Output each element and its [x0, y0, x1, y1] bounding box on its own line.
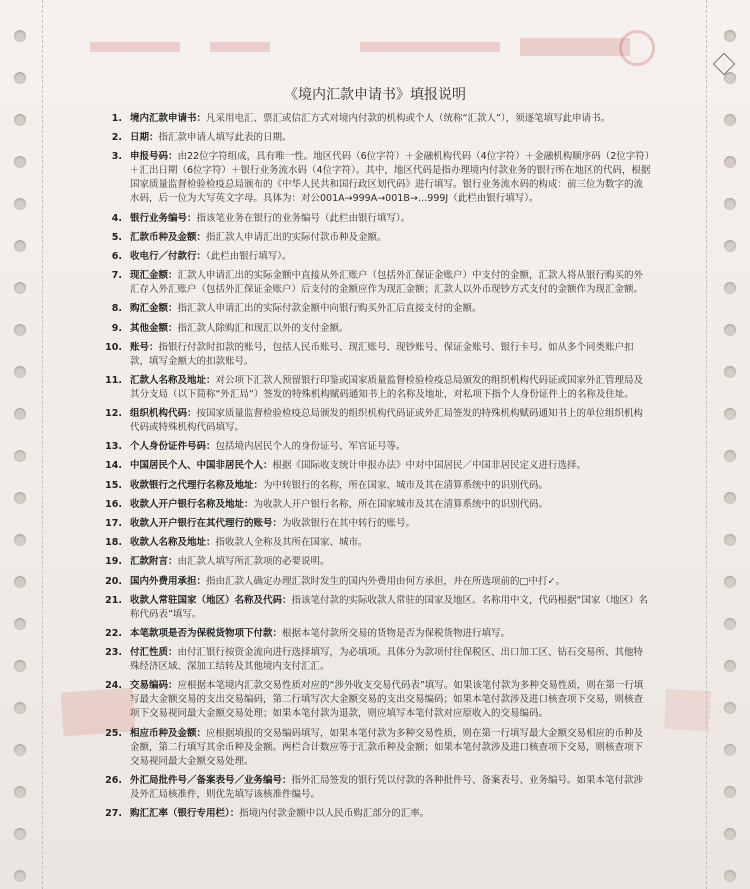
instruction-term: 本笔款项是否为保税货物项下付款：: [130, 627, 283, 639]
instruction-body: [130, 627, 652, 641]
instruction-number: 2.: [111, 132, 122, 144]
instruction-item: [92, 679, 652, 721]
watermark-graphic: [80, 28, 680, 68]
sprocket-hole: [14, 534, 26, 546]
instruction-text: 指汇款申请人填写此表的日期。: [158, 132, 292, 144]
instruction-text: 指外汇局签发的银行凭以付款的各种批件号、备案表号、业务编号。如果本笔付款涉及外汇局核准件，则优先填写该核准件编号。: [130, 774, 644, 800]
sprocket-hole: [14, 786, 26, 798]
sprocket-hole: [14, 870, 26, 882]
instruction-body: [130, 250, 652, 264]
instruction-number: 21.: [105, 594, 122, 606]
instruction-item: [92, 269, 652, 297]
instruction-body: [130, 498, 652, 512]
instruction-body: [130, 212, 652, 226]
instruction-number: 5.: [111, 231, 122, 243]
sprocket-hole: [14, 324, 26, 336]
instruction-term: 国内外费用承担：: [130, 575, 207, 587]
sprocket-hole: [14, 660, 26, 672]
instruction-term: 收款人名称及地址：: [130, 537, 216, 549]
sprocket-hole: [14, 576, 26, 588]
instruction-body: [130, 150, 652, 206]
instruction-term: 银行业务编号：: [130, 212, 197, 224]
instruction-item: [92, 112, 652, 126]
instruction-term: 境内汇款申请书：: [130, 113, 207, 124]
instruction-term: 其他金额：: [130, 322, 178, 334]
instruction-body: [130, 807, 652, 821]
sprocket-hole: [724, 744, 736, 756]
instruction-item: [92, 150, 652, 206]
instruction-text: （此栏由银行填写）。: [206, 250, 292, 262]
instruction-number: 8.: [111, 303, 122, 315]
instruction-number: 24.: [105, 680, 122, 692]
instruction-text: 指该笔业务在银行的业务编号（此栏由银行填写）。: [196, 212, 411, 224]
instruction-body: [130, 646, 652, 674]
instruction-term: 收款人开户银行名称及地址：: [130, 498, 254, 510]
instruction-number: 16.: [105, 498, 122, 510]
instruction-term: 外汇局批件号／备案表号／业务编号：: [130, 774, 292, 786]
instruction-body: [130, 374, 652, 402]
instruction-term: 购汇汇率（银行专用栏）：: [130, 807, 240, 819]
sprocket-hole: [724, 30, 736, 42]
instruction-number: 7.: [111, 270, 122, 282]
instruction-text: 由付汇银行按资金流向进行选择填写，为必填项。具体分为款项付往保税区、出口加工区、钻石交易所、其他特殊经济区域、深加工结转及其他境内支付汇汇。: [130, 647, 644, 673]
sprocket-hole: [724, 828, 736, 840]
instruction-text: 为收款人开户银行名称，所在国家城市及其在清算系统中的识别代码。: [253, 498, 549, 510]
sprocket-hole: [724, 156, 736, 168]
instruction-body: [130, 679, 652, 721]
instruction-list: [92, 112, 652, 826]
left-perforation: [42, 0, 43, 889]
instruction-text: 应根据本笔境内汇款交易性质对应的“涉外收支交易代码表”填写。如果该笔付款为多种交易性质，则在第一行填写最大金额交易的支出交易编码，第二行填写次大金额交易的支出交易编码；如果本笔付款涉及进口核查项下交易，则核查项下交易视同最大金额交易处理；如果本笔付款为退款，则应填写本笔付款对应原收入的交易编码。: [130, 680, 644, 720]
sprocket-hole: [724, 282, 736, 294]
instruction-term: 汇款人名称及地址：: [130, 374, 216, 386]
instruction-text: 凡采用电汇、票汇或信汇方式对境内付款的机构或个人（统称“汇款人”），须逐笔填写此申请书。: [206, 113, 611, 124]
instruction-text: 为收款银行在其中转行的账号。: [282, 518, 416, 529]
instruction-text: 由22位字符组成，具有唯一性。地区代码（6位字符）＋金融机构代码（4位字符）＋金融机构顺序码（2位字符）＋汇出日期（6位字符）＋银行业务流水码（4位字符）。其中，地区代码是指办理境内付款业务的银行所在地区的代码，根据国家质量监督检验检疫总局颁布的《中华人民共和国行政区划代码》进行填写。银行业务流水码的构成：前三位为数字的流水码，后一位为大写英文字母。具体为：对公001A→999A→001B→…999J（此栏由银行填写）。: [130, 151, 651, 205]
instruction-number: 9.: [111, 322, 122, 334]
instruction-item: [92, 440, 652, 454]
sprocket-hole: [14, 492, 26, 504]
instruction-term: 购汇金额：: [130, 303, 178, 315]
instruction-text: 指汇款人申请汇出的实际付款金额中向银行购买外汇后直接支付的金额。: [177, 303, 482, 315]
instruction-number: 12.: [105, 408, 122, 420]
sprocket-hole: [724, 576, 736, 588]
instruction-number: 18.: [105, 537, 122, 549]
instruction-item: [92, 231, 652, 245]
instruction-term: 收款银行之代理行名称及地址：: [130, 479, 264, 491]
sprocket-hole: [724, 450, 736, 462]
document-title: 《境内汇款申请书》填报说明: [284, 87, 466, 103]
sprocket-hole: [724, 492, 736, 504]
instruction-body: [130, 407, 652, 435]
instruction-text: 指由汇款人确定办理汇款时发生的国内外费用由何方承担，并在所选项前的□中打✓。: [206, 575, 565, 587]
instruction-text: 指银行付款时扣款的账号，包括人民币账号、现汇账号、现钞账号、保证金账号、银行卡号。如从多个同类账户扣款，填写金额大的扣款账号。: [130, 341, 634, 367]
instruction-item: [92, 322, 652, 336]
instruction-item: [92, 774, 652, 802]
instruction-text: 根据《国际收支统计申报办法》中对中国居民／中国非居民定义进行选择。: [272, 460, 587, 472]
sprocket-hole: [14, 198, 26, 210]
sprocket-hole: [14, 450, 26, 462]
instruction-item: [92, 341, 652, 369]
instruction-text: 为中转银行的名称，所在国家、城市及其在清算系统中的识别代码。: [263, 479, 549, 491]
instruction-term: 收款人常驻国家（地区）名称及代码：: [130, 594, 292, 606]
instruction-item: [92, 374, 652, 402]
instruction-term: 收电行／付款行：: [130, 250, 207, 262]
sprocket-hole: [14, 618, 26, 630]
instruction-body: [130, 459, 652, 473]
sprocket-hole: [14, 30, 26, 42]
instruction-number: 10.: [105, 341, 122, 353]
sprocket-hole: [14, 114, 26, 126]
sprocket-hole: [724, 618, 736, 630]
instruction-item: [92, 212, 652, 226]
instruction-item: [92, 302, 652, 316]
instruction-number: 4.: [111, 212, 122, 224]
sprocket-hole: [724, 786, 736, 798]
sprocket-hole: [14, 156, 26, 168]
instruction-text: 应根据填报的交易编码填写，如果本笔付款为多种交易性质，则在第一行填写最大金额交易相应的币种及金额，第二行填写其余币种及金额。两栏合计数应等于汇款币种及金额；如果本笔付款涉及进口核查项下交易，则核查项下交易视同最大金额交易处理。: [130, 727, 644, 767]
instruction-term: 个人身份证件号码：: [130, 441, 216, 453]
instruction-body: [130, 112, 652, 126]
instruction-body: [130, 131, 652, 145]
instruction-term: 收款人开户银行在其代理行的账号：: [130, 518, 283, 529]
instruction-body: [130, 322, 652, 336]
sprocket-hole: [724, 114, 736, 126]
sprocket-hole: [724, 324, 736, 336]
instruction-number: 27.: [105, 807, 122, 819]
instruction-body: [130, 269, 652, 297]
instruction-item: [92, 517, 652, 531]
instruction-term: 日期：: [130, 132, 159, 144]
instruction-item: [92, 479, 652, 493]
sprocket-hole: [14, 744, 26, 756]
sprocket-hole: [14, 408, 26, 420]
sprocket-hole: [14, 366, 26, 378]
sprocket-hole: [14, 702, 26, 714]
instruction-term: 付汇性质：: [130, 647, 178, 659]
instruction-number: 3.: [111, 151, 122, 163]
right-feed-strip: [710, 0, 750, 889]
instruction-body: [130, 341, 652, 369]
instruction-term: 组织机构代码：: [130, 408, 197, 420]
sprocket-hole: [724, 702, 736, 714]
instruction-term: 现汇金额：: [130, 270, 178, 282]
instruction-text: 包括境内居民个人的身份证号、军官证号等。: [215, 441, 406, 453]
instruction-number: 22.: [105, 627, 122, 639]
instruction-item: [92, 807, 652, 821]
instruction-text: 由汇款人填写所汇款项的必要说明。: [177, 556, 330, 568]
instruction-number: 14.: [105, 460, 122, 472]
instruction-text: 指汇款人除购汇和现汇以外的支付金额。: [177, 322, 349, 334]
instruction-number: 20.: [105, 575, 122, 587]
instruction-number: 19.: [105, 556, 122, 568]
sprocket-hole: [724, 660, 736, 672]
instruction-term: 账号：: [130, 341, 159, 353]
instruction-body: [130, 479, 652, 493]
instruction-item: [92, 646, 652, 674]
sprocket-hole: [14, 240, 26, 252]
instruction-number: 23.: [105, 647, 122, 659]
sprocket-hole: [724, 870, 736, 882]
instruction-number: 1.: [111, 113, 122, 124]
instruction-item: [92, 131, 652, 145]
instruction-item: [92, 536, 652, 550]
instruction-item: [92, 627, 652, 641]
instruction-item: [92, 459, 652, 473]
instruction-text: 指该笔付款的实际收款人常驻的国家及地区。名称用中文，代码根据“国家（地区）名称代码表”填写。: [130, 594, 648, 620]
instruction-number: 17.: [105, 518, 122, 529]
red-stamp-mark-right: [664, 689, 711, 731]
instruction-body: [130, 536, 652, 550]
sprocket-hole: [724, 72, 736, 84]
instruction-number: 11.: [105, 374, 122, 386]
sprocket-hole: [724, 408, 736, 420]
instruction-body: [130, 774, 652, 802]
instruction-number: 13.: [105, 441, 122, 453]
instruction-item: [92, 250, 652, 264]
instruction-term: 汇款币种及金额：: [130, 231, 207, 243]
instruction-item: [92, 498, 652, 512]
instruction-text: 按国家质量监督检验检疫总局颁发的组织机构代码证或外汇局签发的特殊机构赋码通知书上的单位组织机构代码或特殊机构代码填写。: [130, 408, 644, 434]
bank-logo-watermark: [619, 30, 655, 66]
instruction-item: [92, 407, 652, 435]
instruction-body: [130, 727, 652, 769]
instruction-text: 汇款人申请汇出的实际金额中直接从外汇账户（包括外汇保证金账户）中支付的金额，汇款人将从银行购买的外汇存入外汇账户（包括外汇保证金账户）后支付的金额应作为现汇金额；汇款人以外币现钞方式支付的金额作为现汇金额。: [130, 270, 644, 296]
instruction-term: 相应币种及金额：: [130, 727, 207, 739]
bank-watermark-header: [80, 28, 680, 68]
instruction-number: 26.: [105, 774, 122, 786]
instruction-item: [92, 727, 652, 769]
instruction-number: 25.: [105, 727, 122, 739]
instruction-text: 指收款人全称及其所在国家、城市。: [215, 537, 368, 549]
instruction-body: [130, 594, 652, 622]
sprocket-hole: [14, 282, 26, 294]
instruction-term: 申报号码：: [130, 151, 178, 163]
instruction-text: 指境内付款金额中以人民币购汇部分的汇率。: [239, 807, 430, 819]
sprocket-hole: [724, 366, 736, 378]
instruction-item: [92, 575, 652, 589]
instruction-body: [130, 302, 652, 316]
instruction-text: 对公项下汇款人预留银行印鉴或国家质量监督检验检疫总局颁发的组织机构代码证或国家外汇管理局及其分支局（以下简称“外汇局”）签发的特殊机构赋码通知书上的名称及地址，对私项下指个人身份证件上的名称及住址。: [130, 374, 644, 400]
sprocket-hole: [724, 240, 736, 252]
left-feed-strip: [0, 0, 40, 889]
instruction-item: [92, 555, 652, 569]
instruction-body: [130, 555, 652, 569]
sprocket-hole: [14, 72, 26, 84]
instruction-body: [130, 231, 652, 245]
sprocket-hole: [724, 534, 736, 546]
instruction-body: [130, 440, 652, 454]
sprocket-hole: [724, 198, 736, 210]
instruction-term: 交易编码：: [130, 680, 178, 692]
instruction-body: [130, 517, 652, 531]
instruction-number: 6.: [111, 250, 122, 262]
right-perforation: [706, 0, 707, 889]
instruction-text: 指汇款人申请汇出的实际付款币种及金额。: [206, 231, 387, 243]
instruction-item: [92, 594, 652, 622]
instruction-text: 根据本笔付款所交易的货物是否为保税货物进行填写。: [282, 627, 511, 639]
instruction-term: 汇款附言：: [130, 556, 178, 568]
instruction-body: [130, 575, 652, 589]
sprocket-hole: [14, 828, 26, 840]
instruction-number: 15.: [105, 479, 122, 491]
instruction-term: 中国居民个人、中国非居民个人：: [130, 460, 273, 472]
